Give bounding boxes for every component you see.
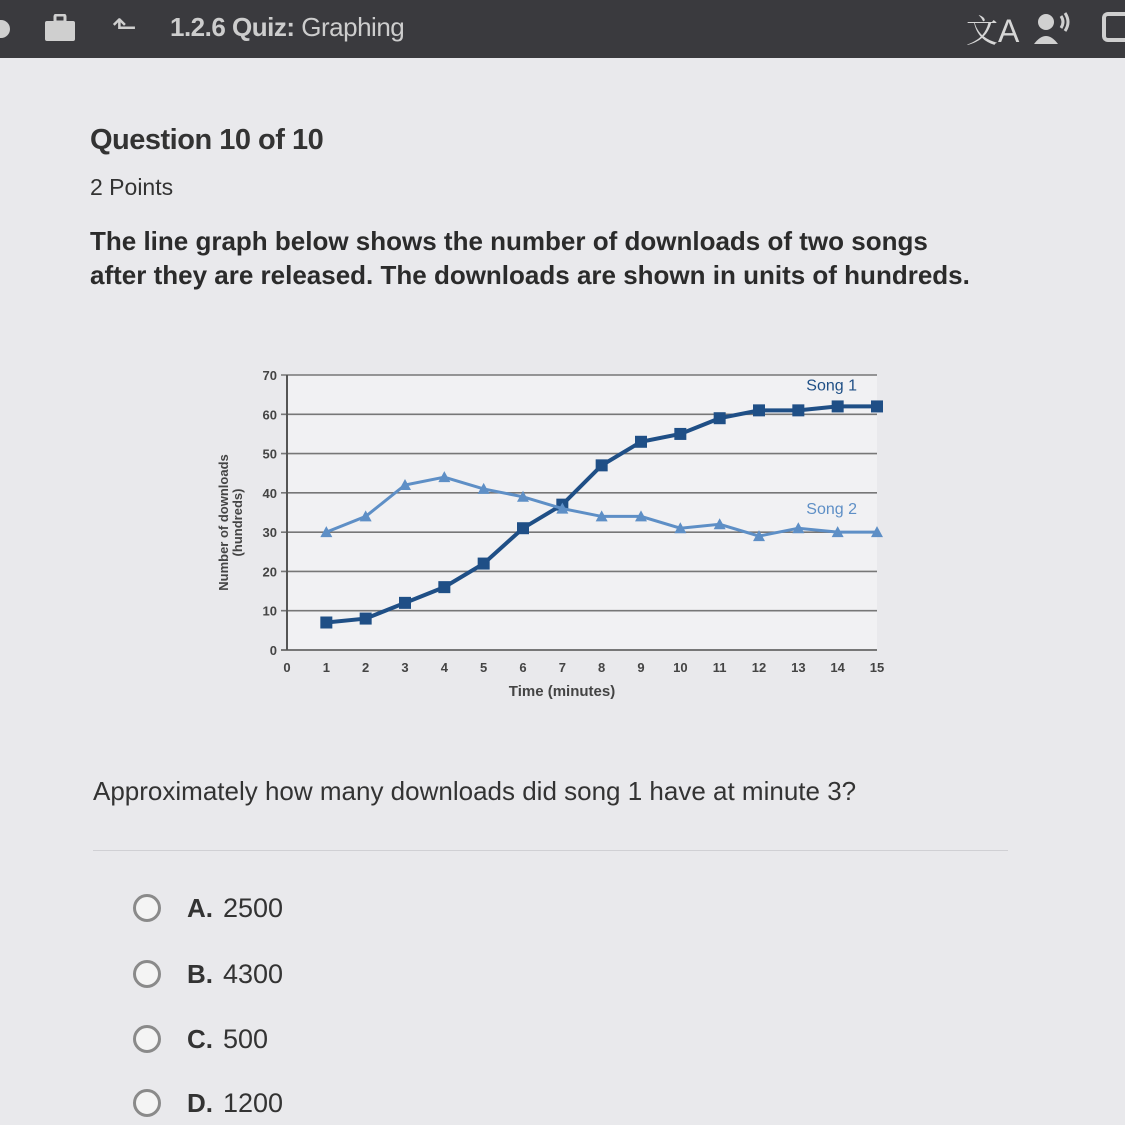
x-tick-label-8: 8 [598, 660, 606, 675]
y-tick-label-70: 70 [262, 368, 277, 383]
song1-point-6 [517, 522, 529, 534]
y-tick-label-10: 10 [262, 603, 277, 619]
song1-point-10 [674, 428, 686, 440]
option-b-letter: B. [187, 958, 213, 989]
option-c[interactable] [133, 1019, 268, 1059]
menu-tab-icon[interactable] [0, 20, 10, 38]
song1-point-4 [438, 581, 450, 593]
option-b[interactable] [133, 954, 283, 994]
song1-point-5 [478, 558, 490, 570]
top-bar [0, 0, 1125, 58]
divider [93, 850, 1008, 851]
option-d[interactable] [133, 1083, 283, 1123]
y-tick-label-20: 20 [262, 564, 277, 580]
x-tick-label-13: 13 [791, 660, 806, 675]
radio-a[interactable] [133, 894, 161, 922]
x-tick-label-1: 1 [322, 660, 330, 675]
song1-point-3 [399, 597, 411, 609]
line-chart-svg [200, 350, 900, 710]
x-tick-label-14: 14 [830, 660, 845, 675]
x-tick-label-7: 7 [558, 660, 566, 675]
radio-c[interactable] [133, 1025, 161, 1053]
x-tick-label-15: 15 [869, 660, 885, 675]
song1-point-11 [714, 412, 726, 424]
y-tick-label-50: 50 [262, 446, 277, 462]
option-c-letter: C. [187, 1023, 213, 1054]
y-tick-label-40: 40 [262, 485, 277, 501]
radio-d[interactable] [133, 1089, 161, 1117]
up-arrow-icon[interactable]: ⬑ [112, 11, 138, 44]
song1-point-8 [596, 459, 608, 471]
question-stem: The line graph below shows the number of downloads of two songs after they are released. The downloads are shown in units of hundreds. [90, 226, 970, 290]
option-a-letter: A. [187, 892, 213, 923]
option-a-value: 2500 [223, 892, 284, 923]
song1-point-12 [753, 404, 765, 416]
x-tick-label-10: 10 [673, 660, 688, 675]
song1-point-13 [792, 404, 804, 416]
line-chart [200, 350, 900, 710]
song1-point-2 [360, 613, 372, 625]
option-a[interactable] [133, 888, 283, 928]
series-label-song2: Song 2 [806, 501, 857, 519]
window-icon[interactable] [1102, 12, 1125, 42]
briefcase-icon[interactable] [44, 14, 76, 42]
series-label-song1: Song 1 [806, 377, 857, 395]
radio-b[interactable] [133, 960, 161, 988]
x-tick-label-4: 4 [440, 660, 448, 675]
option-d-value: 1200 [223, 1087, 284, 1118]
question-prompt: Approximately how many downloads did song 1 have at minute 3? [93, 776, 857, 806]
question-points: 2 Points [90, 174, 174, 200]
x-tick-label-12: 12 [751, 660, 767, 675]
option-c-value: 500 [223, 1023, 269, 1054]
song1-point-9 [635, 436, 647, 448]
x-axis-label: Time (minutes) [508, 683, 616, 700]
song1-point-14 [832, 400, 844, 412]
question-heading: Question 10 of 10 [90, 124, 324, 156]
x-tick-label-0: 0 [283, 660, 291, 675]
x-tick-label-6: 6 [519, 660, 527, 675]
x-tick-label-11: 11 [712, 660, 727, 675]
page-title: 1.2.6 Quiz: Graphing [170, 12, 405, 42]
text-to-speech-icon[interactable] [1032, 10, 1072, 46]
x-tick-label-2: 2 [362, 660, 370, 675]
song1-point-15 [871, 400, 883, 412]
y-tick-label-60: 60 [262, 407, 277, 423]
option-b-value: 4300 [223, 958, 284, 989]
x-tick-label-9: 9 [637, 660, 645, 675]
translate-icon[interactable]: 文A [966, 13, 1020, 49]
y-axis-label: Number of downloads(hundreds) [216, 454, 245, 591]
song1-point-1 [320, 617, 332, 629]
x-tick-label-5: 5 [480, 660, 488, 675]
x-tick-label-3: 3 [401, 660, 409, 675]
y-tick-label-30: 30 [262, 525, 277, 541]
option-d-letter: D. [187, 1087, 213, 1118]
y-tick-label-0: 0 [269, 643, 277, 658]
